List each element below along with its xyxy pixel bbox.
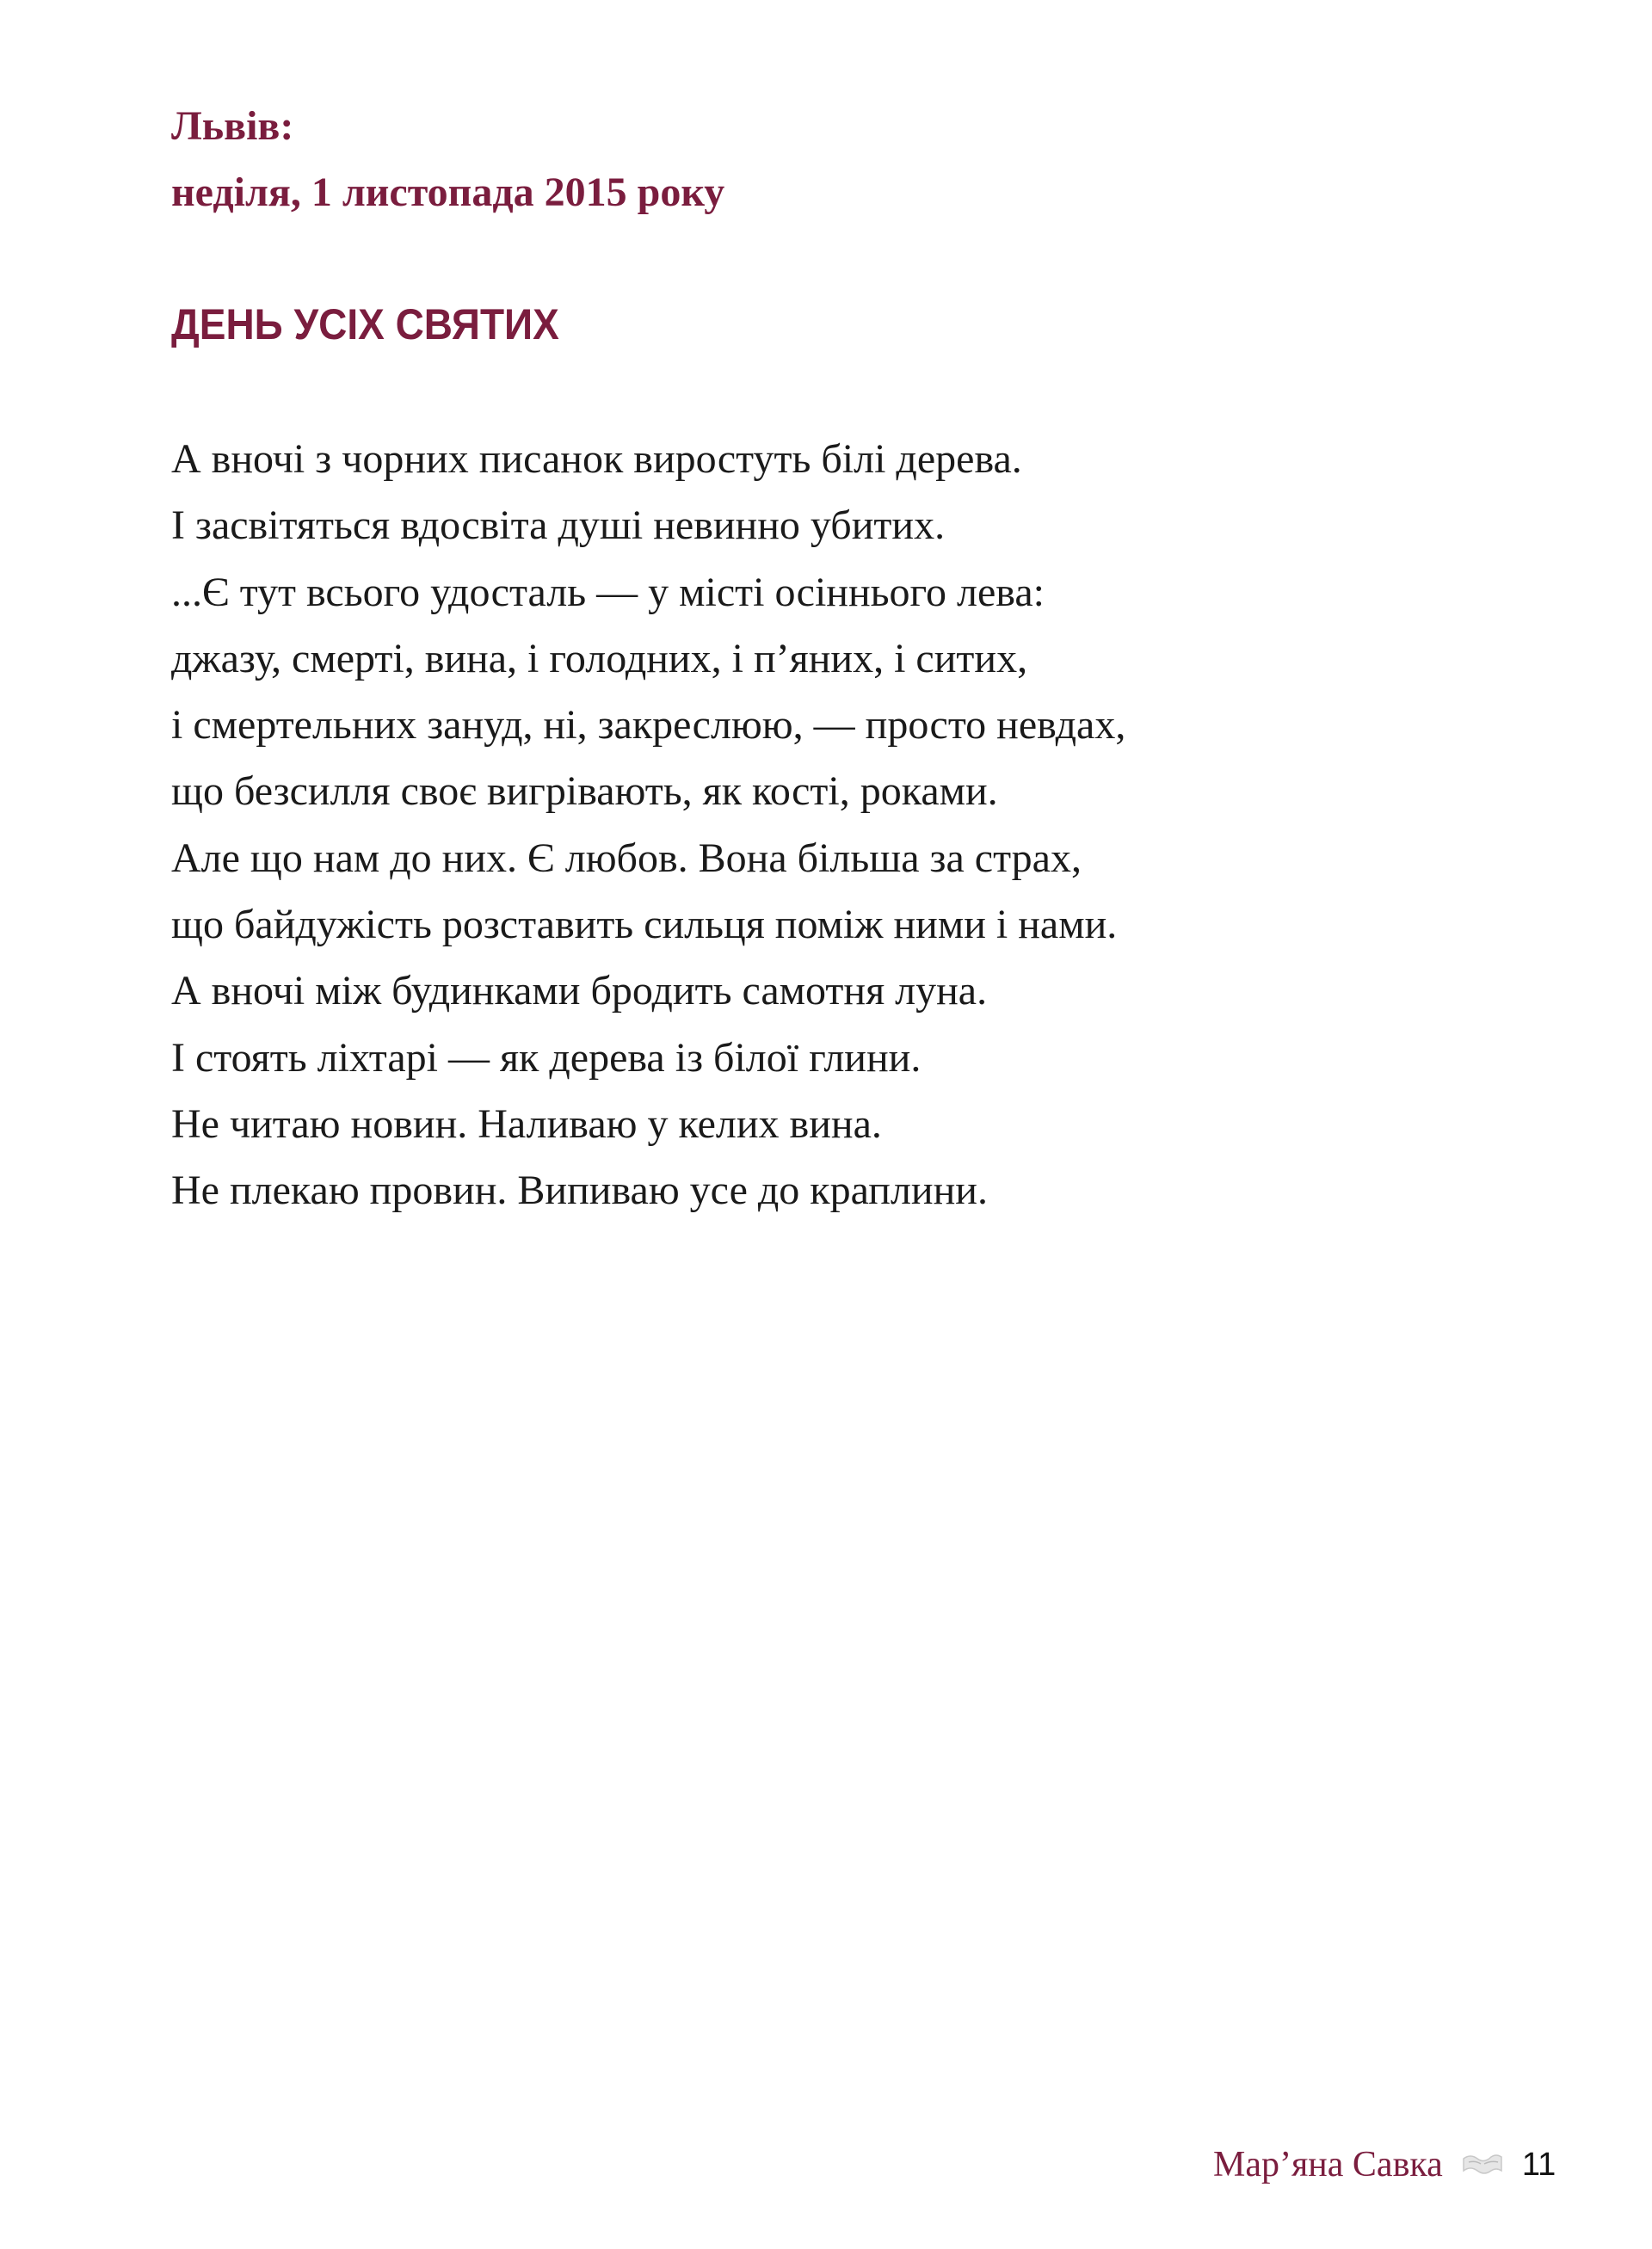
author-name: Мар’яна Савка — [1213, 2145, 1443, 2184]
poem-line: ...Є тут всього удосталь — у місті осіннього лева: — [171, 569, 1045, 615]
poem-line: Не читаю новин. Наливаю у келих вина. — [171, 1100, 882, 1147]
place-heading: Львів: — [171, 103, 294, 149]
poem-line: Але що нам до них. Є любов. Вона більша за страх, — [171, 835, 1082, 881]
poem-line: І засвітяться вдосвіта душі невинно убитих. — [171, 502, 946, 549]
page-number: 11 — [1521, 2146, 1556, 2183]
page-footer — [1213, 2139, 1556, 2190]
poem-line: Не плекаю провин. Випиваю усе до краплини. — [171, 1168, 988, 1214]
lion-ornament-icon — [1462, 2152, 1503, 2178]
date-heading: неділя, 1 листопада 2015 року — [171, 169, 725, 215]
poem-line: А вночі з чорних писанок виростуть білі дерева. — [171, 436, 1022, 482]
poem-line: що безсилля своє вигрівають, як кості, роками. — [171, 768, 998, 815]
poem-line: і смертельних зануд, ні, закреслюю, — просто невдах, — [171, 702, 1126, 749]
poem-line: що байдужість розставить сильця поміж ними і нами. — [171, 902, 1118, 948]
poem-line: джазу, смерті, вина, і голодних, і п’яних, і ситих, — [171, 635, 1028, 681]
poem-line: І стоять ліхтарі — як дерева із білої глини. — [171, 1034, 922, 1081]
poem-title: ДЕНЬ УСІХ СВЯТИХ — [171, 300, 559, 348]
poem-line: А вночі між будинками бродить самотня луна. — [171, 968, 988, 1014]
poem-body — [171, 426, 1125, 1224]
